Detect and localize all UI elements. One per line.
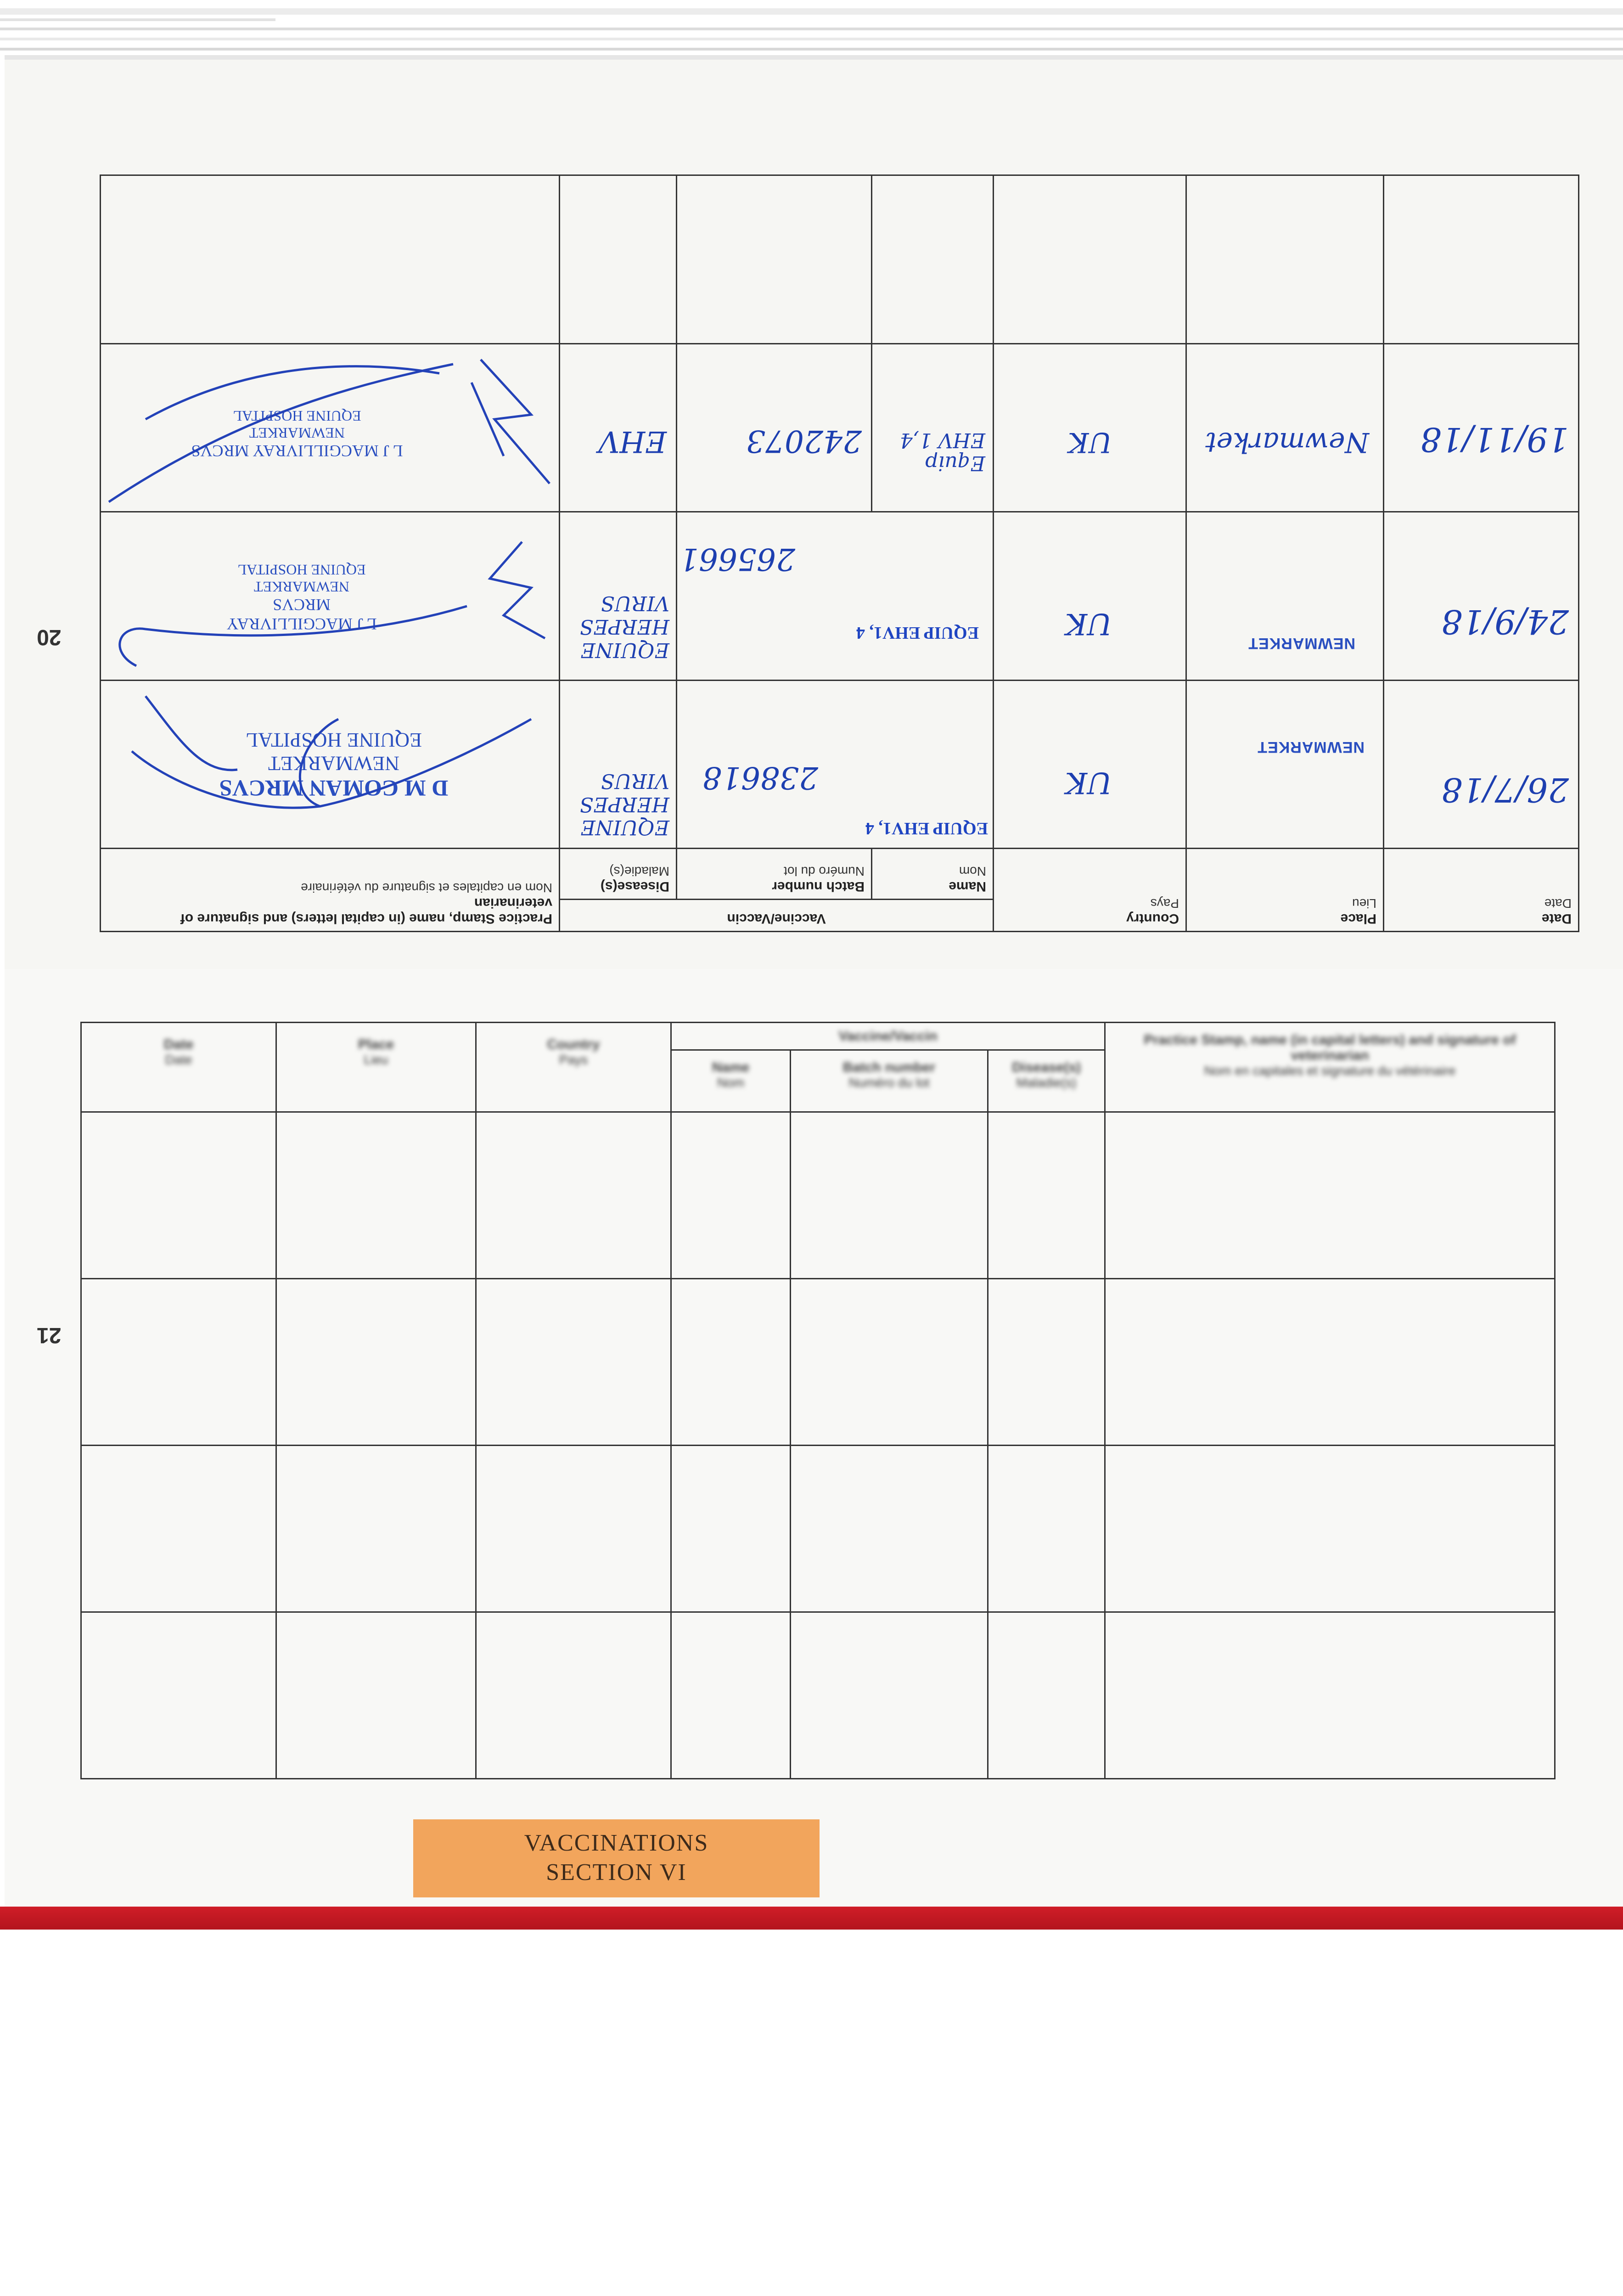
record-vaccine-name: Equip EHV 1,4 xyxy=(872,343,994,512)
section-label xyxy=(413,1819,820,1897)
header-country: Country Pays xyxy=(994,849,1186,932)
blank-header-date: Date Date xyxy=(81,1023,276,1112)
record-stamp: D M COMAN MRCVS NEWMARKET EQUINE HOSPITAL xyxy=(100,680,559,849)
passport-page-20 xyxy=(5,55,1623,978)
signature-scribble xyxy=(100,343,559,511)
record-place: NEWMARKET xyxy=(1186,512,1384,681)
blank-header-diseases: Disease(s) Maladie(s) xyxy=(988,1050,1105,1112)
header-stamp: Practice Stamp, name (in capital letters) and signature of veterinarian Nom en capitales et signature du vétérinaire xyxy=(100,849,559,932)
record-batch: 242073 xyxy=(677,343,872,512)
blank-header-stamp: Practice Stamp, name (in capital letters) and signature of veterinarian Nom en capitales et signature du vétérinaire xyxy=(1105,1023,1555,1112)
record-date: 26/7/18 xyxy=(1384,680,1579,849)
record-vaccine: EQUIP EHV1, 4 238618 xyxy=(677,680,994,849)
record-stamp: L J MACGILLIVRAY MRCVS NEWMARKET EQUINE HOSPITAL xyxy=(100,512,559,681)
header-name: Name Nom xyxy=(872,849,994,899)
table-row-empty xyxy=(100,175,1578,344)
page-stack-edge xyxy=(0,48,1623,51)
table-row-empty xyxy=(81,1279,1555,1446)
header-batch: Batch number Numéro du lot xyxy=(677,849,872,899)
section-subtitle: SECTION VI xyxy=(546,1859,687,1885)
record-date: 24/9/18 xyxy=(1384,512,1579,681)
table-row xyxy=(100,512,1578,681)
header-diseases: Disease(s) Maladie(s) xyxy=(559,849,676,899)
record-vaccine: EQUIP EHV1, 4 265661 xyxy=(677,512,994,681)
record-diseases: EHV xyxy=(559,343,676,512)
header-place: Place Lieu xyxy=(1186,849,1384,932)
vaccination-table-filled xyxy=(101,174,1579,932)
table-row xyxy=(100,680,1578,849)
section-title: VACCINATIONS xyxy=(524,1830,709,1856)
page-stack-edge xyxy=(0,18,275,21)
record-place: NEWMARKET xyxy=(1186,680,1384,849)
table-row-empty xyxy=(81,1112,1555,1279)
table-row xyxy=(100,343,1578,512)
blank-header-country: Country Pays xyxy=(476,1023,671,1112)
blank-header-vaccine-group: Vaccine/Vaccin xyxy=(671,1023,1105,1050)
signature-scribble xyxy=(100,680,559,848)
blank-header-name: Name Nom xyxy=(671,1050,791,1112)
record-diseases: EQUINE HERPES VIRUS xyxy=(559,512,676,681)
record-country: UK xyxy=(994,512,1186,681)
page-number: 21 xyxy=(37,1323,62,1347)
page-stack-edge xyxy=(0,8,1623,15)
passport-page-21 xyxy=(5,969,1623,1910)
table-row-empty xyxy=(81,1446,1555,1612)
record-country: UK xyxy=(994,680,1186,849)
record-date: 19/11/18 xyxy=(1384,343,1579,512)
blank-header-place: Place Lieu xyxy=(276,1023,476,1112)
blank-header-batch: Batch number Numéro du lot xyxy=(791,1050,988,1112)
passport-cover-edge xyxy=(0,1907,1623,1930)
header-vaccine-group: Vaccine/Vaccin xyxy=(559,899,993,931)
page-number: 20 xyxy=(37,625,62,649)
signature-scribble xyxy=(100,512,559,680)
table-row-empty xyxy=(81,1612,1555,1779)
page-stack-edge xyxy=(0,28,1623,30)
vaccination-table-blank xyxy=(80,1022,1554,1779)
page-stack-edge xyxy=(0,38,1623,40)
record-country: UK xyxy=(994,343,1186,512)
record-diseases: EQUINE HERPES VIRUS xyxy=(559,680,676,849)
record-stamp: L J MACGILLIVRAY MRCVS NEWMARKET EQUINE HOSPITAL xyxy=(100,343,559,512)
header-date: Date Date xyxy=(1384,849,1579,932)
record-place: Newmarket xyxy=(1186,343,1384,512)
